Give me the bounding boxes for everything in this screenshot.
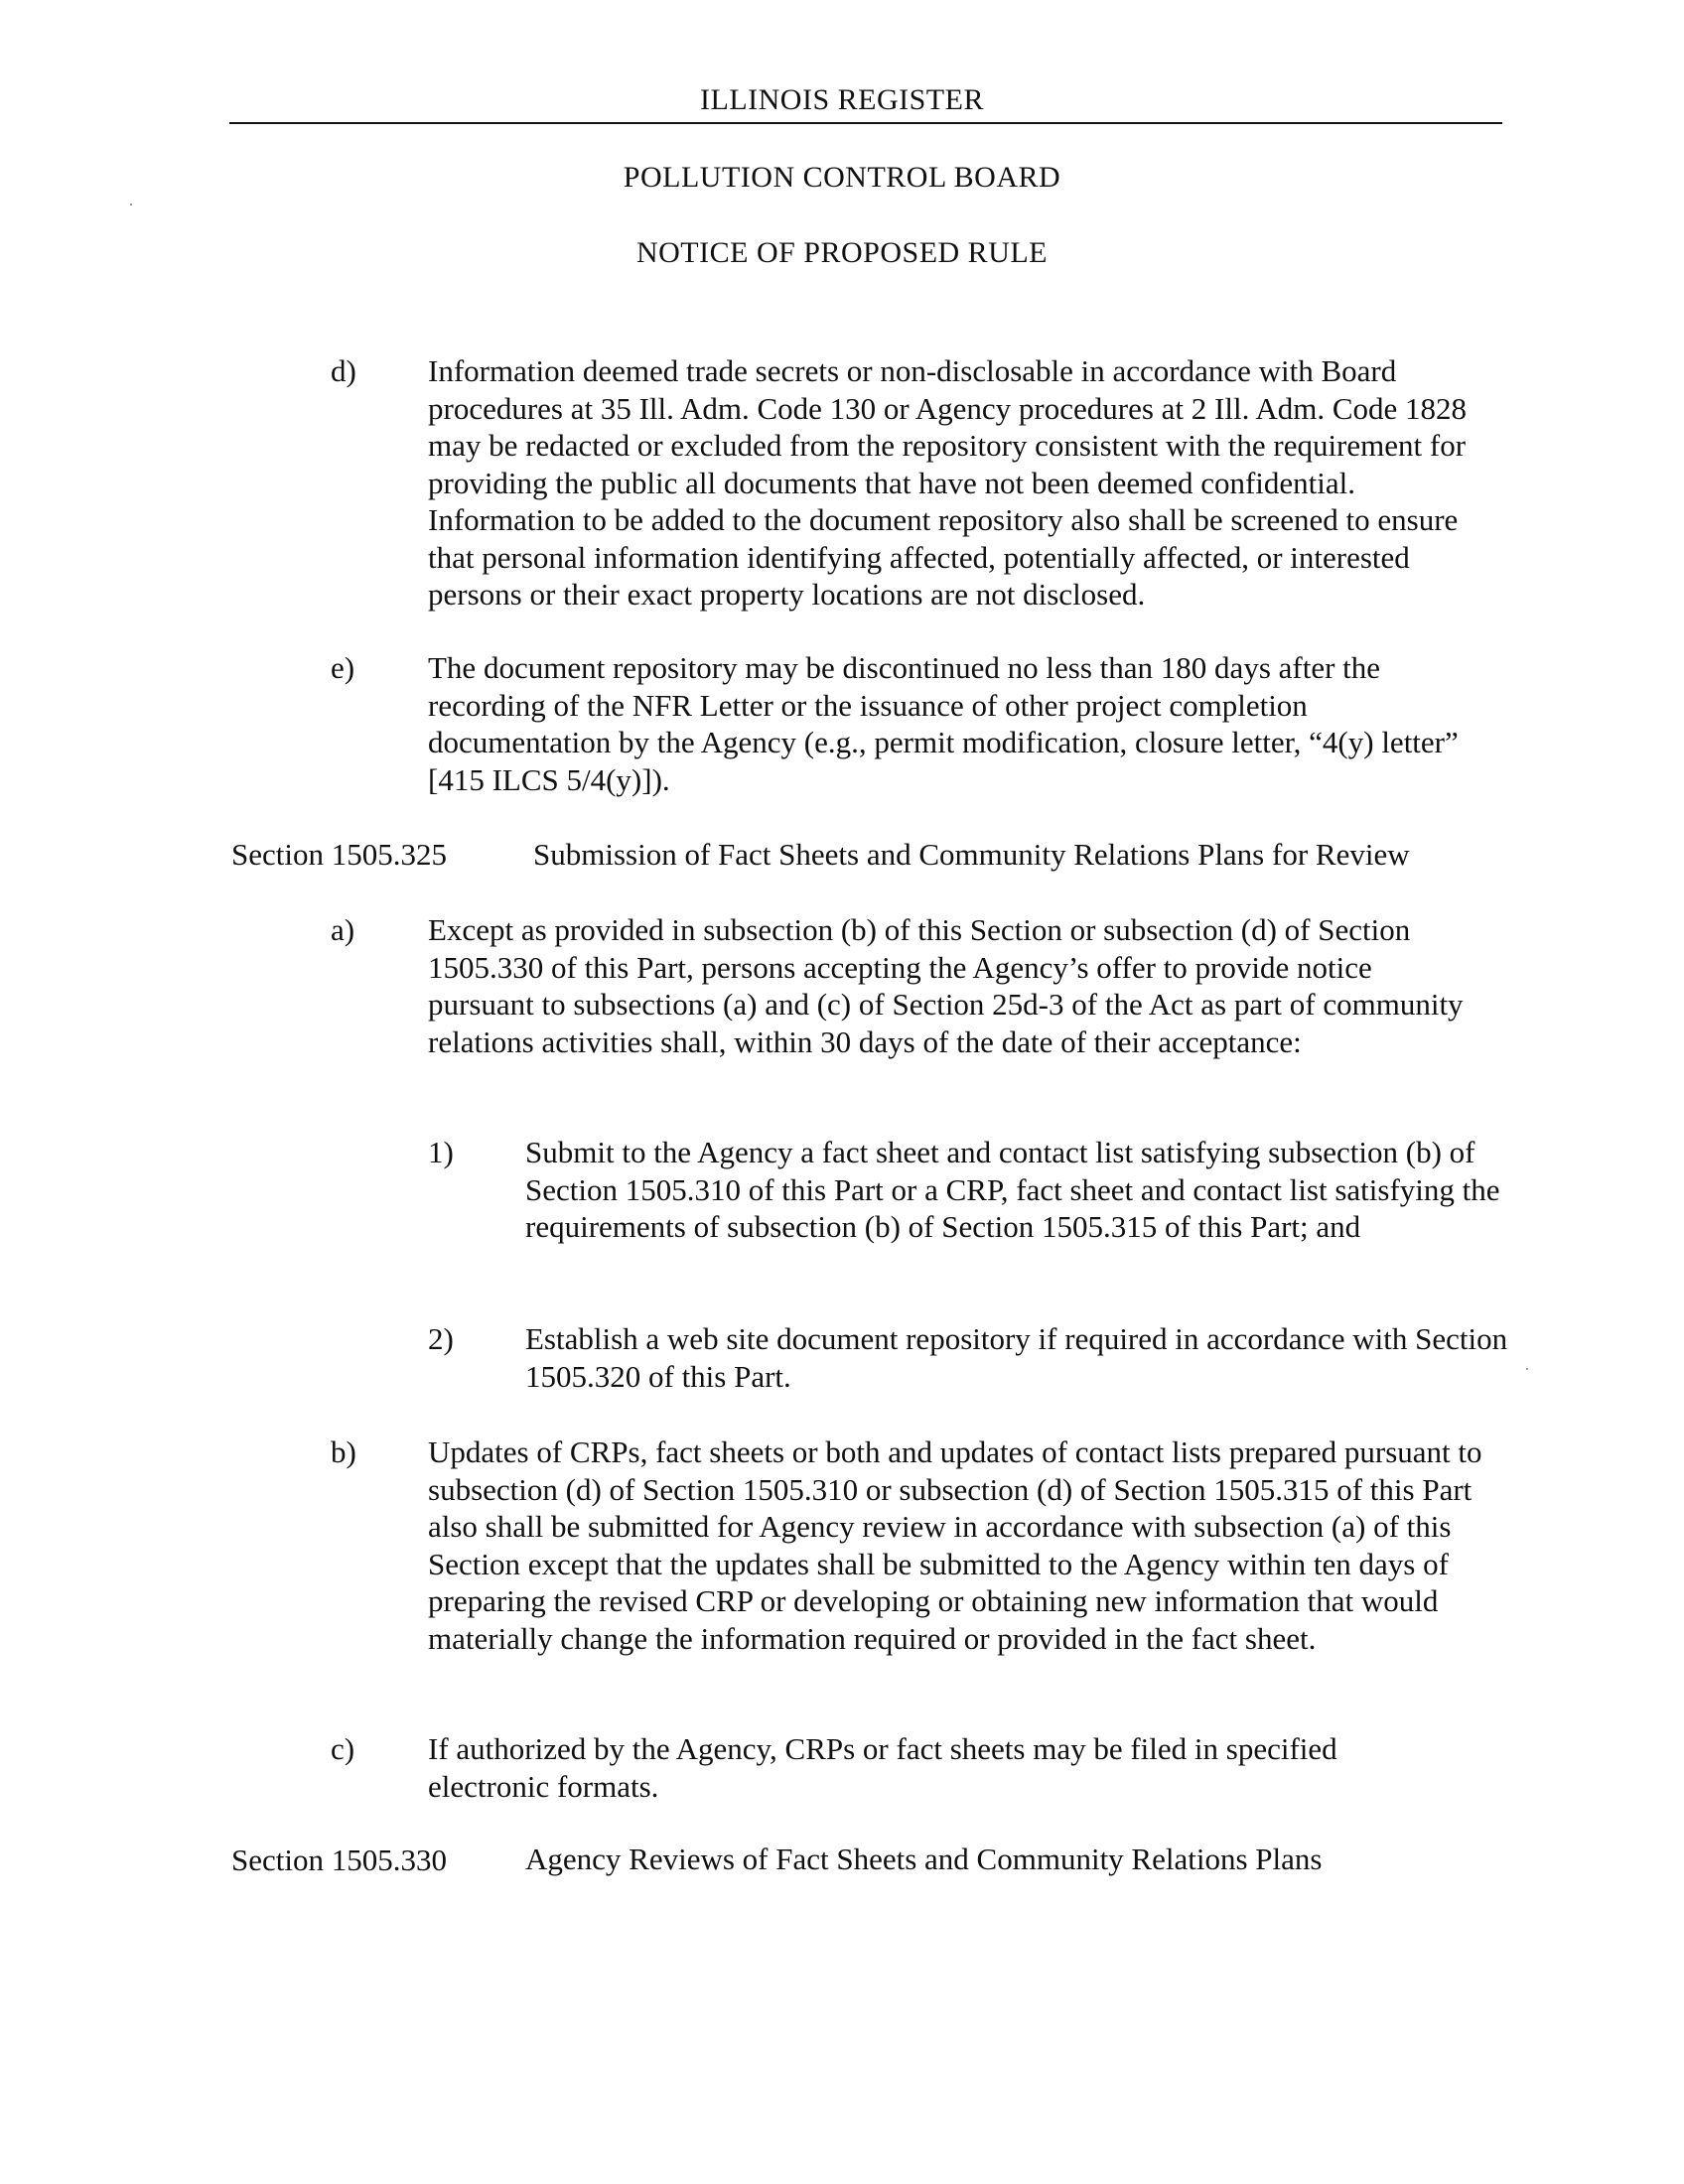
scan-speck (130, 204, 132, 205)
item-a-label: a) (331, 912, 355, 947)
item-e-label: e) (331, 650, 355, 685)
item-a1-label: 1) (428, 1135, 454, 1169)
item-a1-text: Submit to the Agency a fact sheet and contact list satisfying subsection (b) of Section 1505.310 of this Part or a CRP, fact sheet and contact list satisfying the requirements of subsection (b) of Section 1505.315 of this Part; and (525, 1135, 1500, 1244)
item-e-text: The document repository may be discontinued no less than 180 days after the recording of the NFR Letter or the issuance of other project completion documentation by the Agency (e.g., permit modification, closure letter, “4(y) letter” [415 ILCS 5/4(y)]). (428, 650, 1459, 797)
header-rule (229, 122, 1502, 124)
board-title: POLLUTION CONTROL BOARD (623, 161, 1061, 194)
item-c-label: c) (331, 1731, 355, 1766)
section-325-number: Section 1505.325 (231, 837, 447, 872)
item-a2-text: Establish a web site document repository if required in accordance with Section 1505.320 of this Part. (525, 1321, 1508, 1394)
item-a2-label: 2) (428, 1321, 454, 1356)
notice-title: NOTICE OF PROPOSED RULE (635, 236, 1049, 269)
item-b-label: b) (331, 1434, 356, 1469)
register-title: ILLINOIS REGISTER (700, 83, 984, 116)
item-d-text: Information deemed trade secrets or non-disclosable in accordance with Board procedures at 35 Ill. Adm. Code 130 or Agency procedures at 2 Ill. Adm. Code 1828 may be redacted or excluded from the repository consistent with the requirement for providing the public all documents that have not been deemed confidential. Information to be added to the document repository also shall be screened to ensure that personal information identifying affected, potentially affected, or interested persons or their exact property locations are not disclosed. (428, 353, 1468, 612)
item-b-text: Updates of CRPs, fact sheets or both and updates of contact lists prepared pursuant to subsection (d) of Section 1505.310 or subsection (d) of Section 1505.315 of this Part also shall be submitted for Agency review in accordance with subsection (a) of this Section except that the updates shall be submitted to the Agency within ten days of preparing the revised CRP or developing or obtaining new information that would materially change the information required or provided in the fact sheet. (428, 1434, 1482, 1656)
section-330-number: Section 1505.330 (231, 1843, 447, 1877)
section-325-title: Submission of Fact Sheets and Community Relations Plans for Review (533, 837, 1410, 872)
item-c-text: If authorized by the Agency, CRPs or fact sheets may be filed in specified electronic formats. (428, 1731, 1337, 1804)
item-d-label: d) (331, 353, 356, 388)
scan-speck (1526, 1368, 1528, 1370)
section-330-title: Agency Reviews of Fact Sheets and Community Relations Plans (525, 1842, 1323, 1876)
item-a-text: Except as provided in subsection (b) of this Section or subsection (d) of Section 1505.330 of this Part, persons accepting the Agency’s offer to provide notice pursuant to subsections (a) and (c) of Section 25d-3 of the Act as part of community relations activities shall, within 30 days of the date of their acceptance: (428, 912, 1464, 1059)
